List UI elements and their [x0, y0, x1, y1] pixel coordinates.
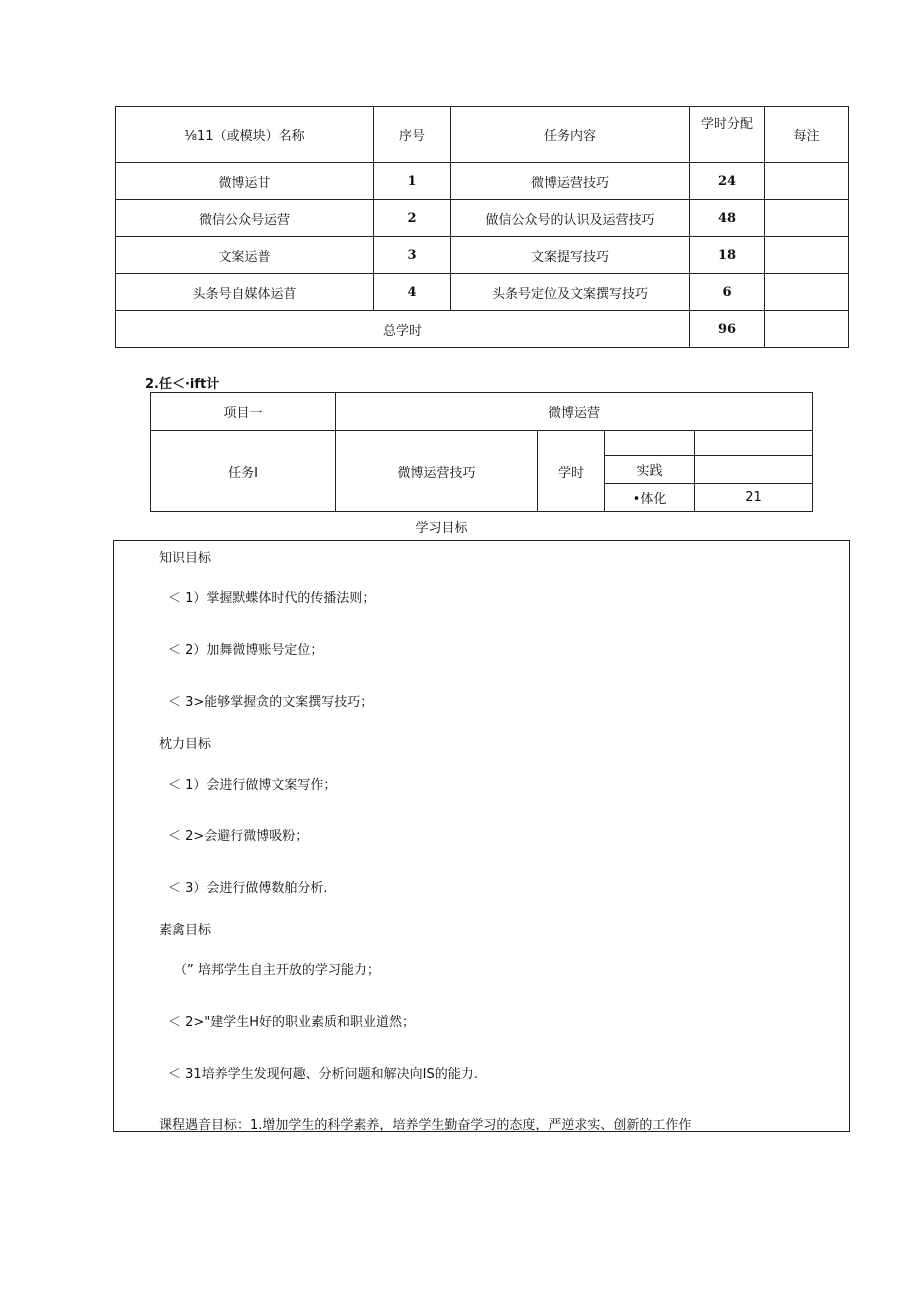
task-label: 任务I: [151, 431, 336, 512]
module-name: 文案运普: [116, 237, 374, 274]
total-hours: 96: [690, 311, 765, 348]
hours-type-empty: [605, 431, 695, 456]
hours-value: 24: [690, 163, 765, 200]
module-name: 微博运甘: [116, 163, 374, 200]
hours-value: 48: [690, 200, 765, 237]
table-row: [116, 274, 849, 311]
module-name: 微信公众号运营: [116, 200, 374, 237]
total-row: [116, 311, 849, 348]
knowledge-item: ＜ 3>能够掌握贪的文案撰写技巧；: [168, 695, 374, 710]
objectives-caption: 学习目标: [415, 521, 468, 536]
objectives-box: [113, 540, 850, 1132]
hour-allocation-table: [115, 106, 849, 348]
quality-title: 素禽目标: [159, 923, 212, 938]
header-hours: 学时分配: [690, 107, 765, 163]
task-design-table: [150, 392, 813, 512]
knowledge-item: ＜ 1）掌握默蝶体时代的传播法则；: [168, 591, 376, 606]
table-header-row: [116, 107, 849, 163]
ability-item: ＜ 2>会避行微博吸粉；: [168, 829, 309, 844]
task-row: [151, 431, 813, 456]
header-seq: 序号: [374, 107, 451, 163]
seq-number: 4: [374, 274, 451, 311]
project-row: [151, 393, 813, 431]
task-name: 微博运营技巧: [336, 431, 538, 512]
course-goal: 课程遇音目标：1.增加学生的科学素养，培养学生勤奋学习的态度，严逆求实、创新的工作作: [159, 1118, 692, 1133]
quality-item: （” 培邦学生自主开放的学习能力；: [174, 963, 380, 978]
note-cell: [765, 237, 849, 274]
note-cell: [765, 163, 849, 200]
total-label: 总学时: [116, 311, 690, 348]
knowledge-item: ＜ 2）加舞微博账号定位；: [168, 643, 324, 658]
section-title: 2.任＜·ift计: [145, 377, 220, 392]
task-content: 文案提写技巧: [451, 237, 690, 274]
note-cell: [765, 274, 849, 311]
total-note: [765, 311, 849, 348]
header-task-content: 任务内容: [451, 107, 690, 163]
ability-title: 枕力目标: [159, 737, 212, 752]
note-cell: [765, 200, 849, 237]
header-module-name: ⅛11（或模块）名称: [116, 107, 374, 163]
seq-number: 1: [374, 163, 451, 200]
seq-number: 2: [374, 200, 451, 237]
knowledge-title: 知识目标: [159, 551, 212, 566]
ability-item: ＜ 1）会进行做博文案写作；: [168, 778, 337, 793]
hours-value-empty: [695, 431, 813, 456]
practice-label: 实践: [605, 456, 695, 484]
integrated-label: •体化: [605, 484, 695, 512]
quality-item: ＜ 31培养学生发现何趣、分析问题和解决向IS的能力.: [168, 1067, 478, 1082]
table-row: [116, 163, 849, 200]
project-label: 项目一: [151, 393, 336, 431]
hours-label: 学时: [538, 431, 605, 512]
table-row: [116, 237, 849, 274]
project-name: 微博运营: [336, 393, 813, 431]
integrated-value: 21: [695, 484, 813, 512]
task-content: 头条号定位及文案撰写技巧: [451, 274, 690, 311]
task-content: 微博运营技巧: [451, 163, 690, 200]
task-content: 做信公众号的认识及运营技巧: [451, 200, 690, 237]
hours-value: 18: [690, 237, 765, 274]
practice-value: [695, 456, 813, 484]
ability-item: ＜ 3）会进行做傅数舶分析.: [168, 881, 328, 896]
header-notes: 每注: [765, 107, 849, 163]
seq-number: 3: [374, 237, 451, 274]
quality-item: ＜ 2>"建学生H好的职业素质和职业道然；: [168, 1015, 416, 1030]
table-row: [116, 200, 849, 237]
hours-value: 6: [690, 274, 765, 311]
module-name: 头条号自媒体运苜: [116, 274, 374, 311]
